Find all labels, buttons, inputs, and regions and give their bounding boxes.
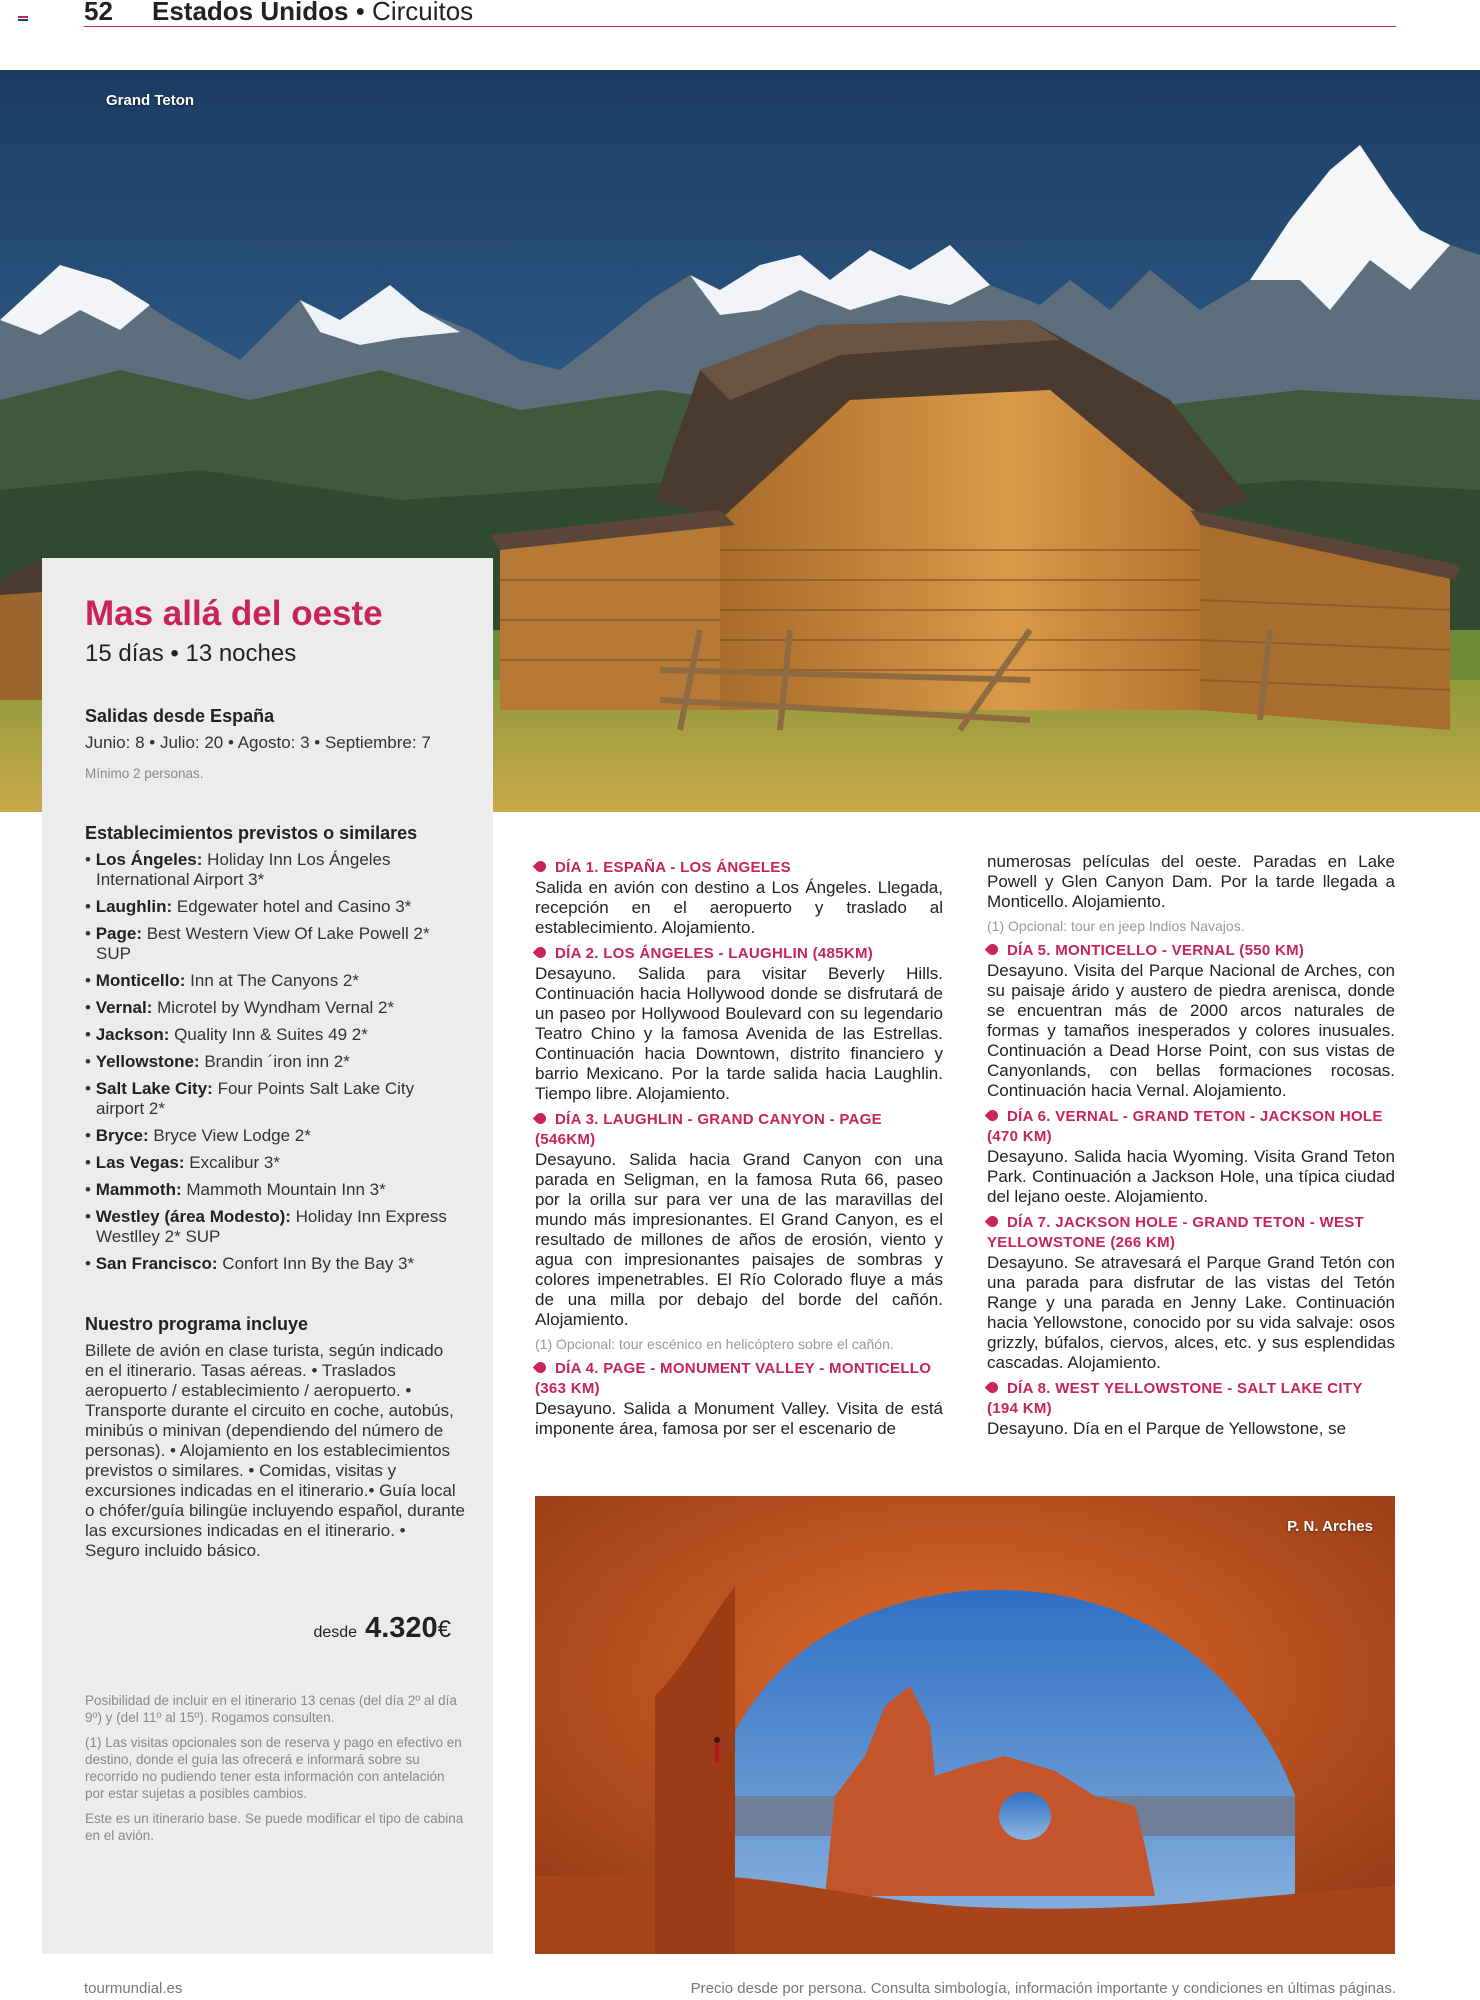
note-itinerary-base: Este es un itinerario base. Se puede modificar el tipo de cabina en el avión. xyxy=(85,1811,464,1843)
section-title: Estados Unidos • Circuitos xyxy=(152,0,474,26)
hotel-city: Bryce: xyxy=(95,1126,149,1145)
hotel-name: Mammoth Mountain Inn 3* xyxy=(186,1180,386,1199)
header-rule xyxy=(84,26,1396,27)
hotel-city: Monticello: xyxy=(95,971,186,990)
hotel-city: Jackson: xyxy=(95,1025,170,1044)
day-description: Desayuno. Se atravesará el Parque Grand Tetón con una parada para disfrutar de las vistas del Tetón Range y una parada en Jenny Lake. Continuación hacia Yellowstone, conocido por su vida salvaje: osos grizzly, búfalos, ciervos, alces, etc. y sus esplendidas cascadas. Alojamiento. xyxy=(987,1253,1395,1372)
day-description: Desayuno. Salida a Monument Valley. Visita de está imponente área, famosa por ser el escenario de xyxy=(535,1399,943,1438)
photo-caption: Grand Teton xyxy=(106,92,195,109)
hotel-name: Excalibur 3* xyxy=(189,1153,280,1172)
hotel-item: • Las Vegas: Excalibur 3* xyxy=(85,1153,280,1172)
day-description: Salida en avión con destino a Los Ángeles. Llegada, recepción en el aeropuerto y traslado al establecimiento. Alojamiento. xyxy=(535,878,943,937)
optional-note: (1) Opcional: tour en jeep Indios Navajos. xyxy=(987,918,1245,934)
itinerary-column-1 xyxy=(535,852,943,1439)
hotel-item: • Westley (área Modesto): Holiday Inn Express Westlley 2* SUP xyxy=(85,1207,447,1246)
hotels-heading: Establecimientos previstos o similares xyxy=(85,823,418,843)
hotel-item: • Los Ángeles: Holiday Inn Los Ángeles International Airport 3* xyxy=(85,850,391,889)
hotel-name: Holiday Inn Express Westlley 2* SUP xyxy=(96,1207,447,1246)
hotel-item: • Mammoth: Mammoth Mountain Inn 3* xyxy=(85,1180,386,1199)
hotel-city: Westley (área Modesto): xyxy=(95,1207,291,1226)
hotel-name: Bryce View Lodge 2* xyxy=(153,1126,311,1145)
hotel-name: Quality Inn & Suites 49 2* xyxy=(174,1025,368,1044)
day-heading: DÍA 7. JACKSON HOLE - GRAND TETON - WEST YELLOWSTONE (266 KM) xyxy=(987,1213,1395,1253)
hotel-name: Edgewater hotel and Casino 3* xyxy=(176,897,412,916)
footer-disclaimer: Precio desde por persona. Consulta simbología, información importante y condiciones en últimas páginas. xyxy=(690,1980,1396,1997)
hotel-name: Brandin ´iron inn 2* xyxy=(204,1052,350,1071)
hotels-list xyxy=(85,850,465,1274)
day-description: Desayuno. Visita del Parque Nacional de Arches, con su paisaje árido y austero de piedra arenisca, donde se encuentran más de 2000 arcos naturales de formas y tamaños inesperados y colores inusuales. Continuación a Dead Horse Point, con sus vistas de Canyonlands, con bellas formaciones rocosas. Continuación hacia Vernal. Alojamiento. xyxy=(987,961,1395,1100)
includes-text: Billete de avión en clase turista, según indicado en el itinerario. Tasas aéreas. • Traslados aeropuerto / establecimiento / aeropuerto. • Transporte durante el circuito en coche, autobús, minibús o minivan (dependiendo del número de personas). • Alojamiento en los establecimientos previstos o similares. • Comidas, visitas y excursiones indicadas en el itinerario.• Guía local o chófer/guía bilingüe incluyendo español, durante las excursiones indicadas en el itinerario. • Seguro incluido básico. xyxy=(85,1341,465,1560)
day-description: numerosas películas del oeste. Paradas en Lake Powell y Glen Canyon Dam. Por la tarde llegada a Monticello. Alojamiento. xyxy=(987,852,1395,911)
includes-heading: Nuestro programa incluye xyxy=(85,1314,309,1334)
hotel-city: Vernal: xyxy=(95,998,153,1017)
hotel-item: • Bryce: Bryce View Lodge 2* xyxy=(85,1126,311,1145)
footer-website: tourmundial.es xyxy=(84,1980,183,1997)
hotel-city: Page: xyxy=(95,924,142,943)
hotel-item: • Vernal: Microtel by Wyndham Vernal 2* xyxy=(85,998,395,1017)
trip-summary-panel xyxy=(42,558,493,1954)
hotel-city: Yellowstone: xyxy=(95,1052,200,1071)
hotel-city: Las Vegas: xyxy=(95,1153,185,1172)
hotel-item: • Yellowstone: Brandin ´iron inn 2* xyxy=(85,1052,350,1071)
bullet-icon xyxy=(985,942,1001,958)
day-heading: DÍA 3. LAUGHLIN - GRAND CANYON - PAGE (546KM) xyxy=(535,1110,943,1150)
page-header xyxy=(0,0,1480,30)
hotel-name: Inn at The Canyons 2* xyxy=(190,971,359,990)
flag-icon xyxy=(18,16,28,22)
price-prefix: desde xyxy=(313,1624,358,1641)
hotel-item: • Jackson: Quality Inn & Suites 49 2* xyxy=(85,1025,368,1044)
bullet-icon xyxy=(533,1111,549,1127)
hotel-city: San Francisco: xyxy=(95,1254,218,1273)
day-heading: DÍA 8. WEST YELLOWSTONE - SALT LAKE CITY (194 KM) xyxy=(987,1379,1395,1419)
hotel-name: Four Points Salt Lake City airport 2* xyxy=(96,1079,415,1118)
page-number: 52 xyxy=(84,0,113,26)
arches-photo xyxy=(535,1496,1395,1954)
hotel-item: • San Francisco: Confort Inn By the Bay 3* xyxy=(85,1254,415,1273)
hotel-item: • Monticello: Inn at The Canyons 2* xyxy=(85,971,359,990)
day-heading: DÍA 1. ESPAÑA - LOS ÁNGELES xyxy=(535,858,943,878)
day-heading: DÍA 5. MONTICELLO - VERNAL (550 KM) xyxy=(987,941,1395,961)
hotel-city: Los Ángeles: xyxy=(95,850,203,869)
hotel-name: Holiday Inn Los Ángeles International Airport 3* xyxy=(96,850,391,889)
hotel-city: Mammoth: xyxy=(95,1180,182,1199)
hotel-name: Best Western View Of Lake Powell 2* SUP xyxy=(96,924,430,963)
minimum-persons: Mínimo 2 personas. xyxy=(85,766,204,781)
day-description: Desayuno. Salida hacia Wyoming. Visita Grand Teton Park. Continuación a Jackson Hole, una típica ciudad del lejano oeste. Alojamiento. xyxy=(987,1147,1395,1206)
price-currency: € xyxy=(437,1616,451,1643)
photo-caption-arches: P. N. Arches xyxy=(1287,1518,1373,1535)
day-heading: DÍA 6. VERNAL - GRAND TETON - JACKSON HOLE (470 KM) xyxy=(987,1107,1395,1147)
note-optional-visits: (1) Las visitas opcionales son de reserva y pago en efectivo en destino, donde el guía las ofrecerá e informará sobre su recorrido no pudiendo tener esta información con antelación por estar sujetas a posibles cambios. xyxy=(85,1735,462,1801)
bullet-icon xyxy=(985,1108,1001,1124)
bullet-icon xyxy=(533,1360,549,1376)
departures-heading: Salidas desde España xyxy=(85,706,275,726)
bullet-icon xyxy=(533,859,549,875)
hotel-item: • Page: Best Western View Of Lake Powell 2* SUP xyxy=(85,924,430,963)
day-description: Desayuno. Salida hacia Grand Canyon con una parada en Seligman, en la famosa Ruta 66, paseo por la orilla sur para ver una de las maravillas del mundo más impresionantes. El Grand Canyon, es el resultado de millones de años de erosión, viento y agua con impresionantes paisajes de sombras y colores impenetrables. El Río Colorado fluye a más de una milla por debajo del borde del cañón. Alojamiento. xyxy=(535,1150,943,1329)
hotel-name: Confort Inn By the Bay 3* xyxy=(222,1254,415,1273)
optional-note: (1) Opcional: tour escénico en helicóptero sobre el cañón. xyxy=(535,1336,894,1352)
hotel-city: Laughlin: xyxy=(95,897,173,916)
price-value: 4.320 xyxy=(365,1612,438,1644)
bullet-icon xyxy=(985,1214,1001,1230)
note-dinners: Posibilidad de incluir en el itinerario 13 cenas (del día 2º al día 9º) y (del 11º al 15º). Rogamos consulten. xyxy=(85,1693,457,1725)
itinerary-column-2 xyxy=(987,852,1395,1439)
hotel-item: • Salt Lake City: Four Points Salt Lake City airport 2* xyxy=(85,1079,415,1118)
price-tag xyxy=(313,1612,451,1645)
day-description: Desayuno. Salida para visitar Beverly Hills. Continuación hacia Hollywood donde se disfrutará de un paseo por Hollywood Boulevard con su legendario Teatro Chino y la famosa Avenida de las Estrellas. Continuación hacia Downtown, distrito financiero y barrio Mexicano. Por la tarde salida hacia Laughlin. Tiempo libre. Alojamiento. xyxy=(535,964,943,1103)
departures-dates: Junio: 8 • Julio: 20 • Agosto: 3 • Septiembre: 7 xyxy=(85,733,431,752)
hotel-city: Salt Lake City: xyxy=(95,1079,213,1098)
hotel-item: • Laughlin: Edgewater hotel and Casino 3* xyxy=(85,897,412,916)
hotel-name: Microtel by Wyndham Vernal 2* xyxy=(157,998,395,1017)
bullet-icon xyxy=(533,945,549,961)
day-heading: DÍA 4. PAGE - MONUMENT VALLEY - MONTICELLO (363 KM) xyxy=(535,1359,943,1399)
trip-duration: 15 días • 13 noches xyxy=(85,640,297,667)
day-heading: DÍA 2. LOS ÁNGELES - LAUGHLIN (485KM) xyxy=(535,944,943,964)
day-description: Desayuno. Día en el Parque de Yellowstone, se xyxy=(987,1419,1347,1438)
trip-title: Mas allá del oeste xyxy=(85,594,383,633)
bullet-icon xyxy=(985,1380,1001,1396)
